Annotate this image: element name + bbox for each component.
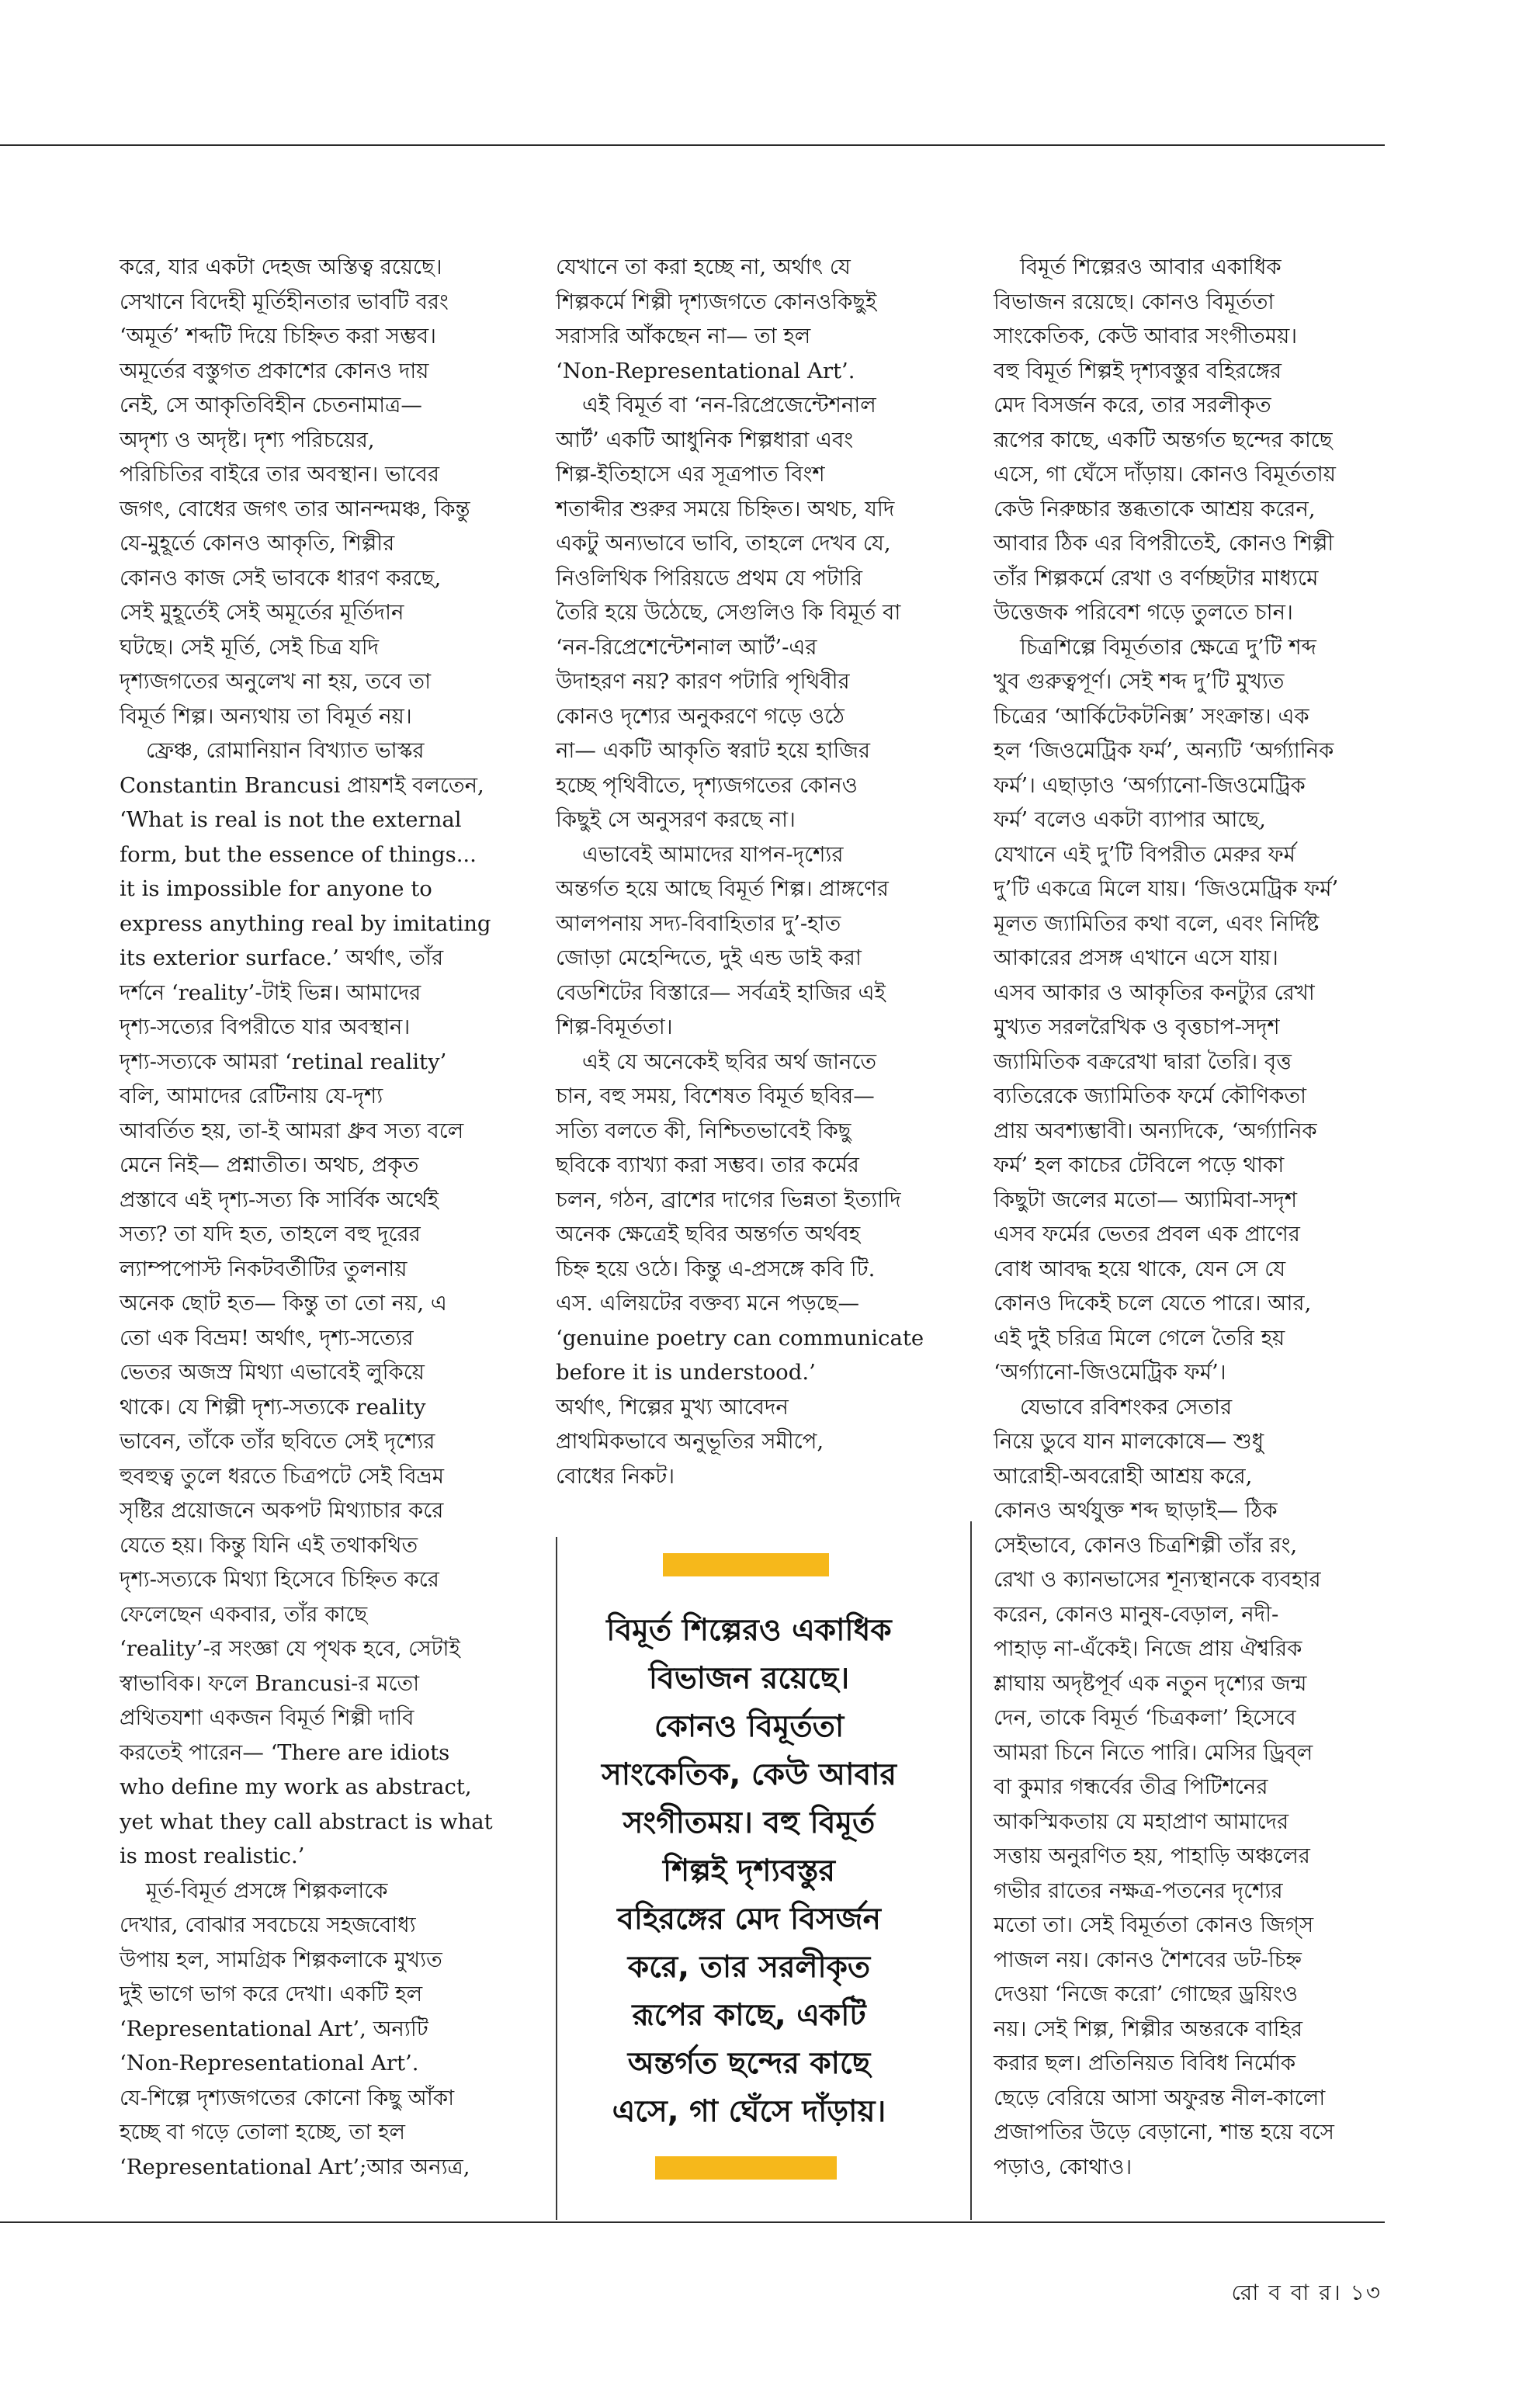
text-line: ব্যতিরেকে জ্যামিতিক ফর্মে কৌণিকতা — [994, 1084, 1306, 1108]
text-line: আরোহী-অবরোহী আশ্রয় করে, — [994, 1463, 1253, 1489]
text-line: অদৃশ্য ও অদৃষ্ট। দৃশ্য পরিচয়ের, — [120, 427, 375, 453]
text-line: দৃশ্য-সত্যের বিপরীতে যার অবস্থান। — [120, 1014, 411, 1039]
text-line: শিল্প-ইতিহাসে এর সূত্রপাত বিংশ — [556, 462, 825, 487]
article-column-1 — [120, 250, 508, 2184]
text-line: দেন, তাকে বিমূর্ত ‘চিত্রকলা’ হিসেবে — [994, 1705, 1296, 1730]
text-line: এভাবেই আমাদের যাপন-দৃশ্যের — [582, 841, 844, 867]
pullquote — [567, 1607, 931, 2136]
text-line: অমূর্তের বস্তুগত প্রকাশের কোনও দায় — [120, 358, 429, 383]
text-line: জোড়া মেহেন্দিতে, দুই এন্ড ডাই করা — [556, 945, 862, 970]
text-line: থাকে। যে শিল্পী দৃশ্য-সত্যকে reality — [120, 1394, 426, 1420]
text-line: বহু বিমূর্ত শিল্পই দৃশ্যবস্তুর বহিরঙ্গের — [994, 358, 1282, 383]
text-line: হচ্ছে পৃথিবীতে, দৃশ্যজগতের কোনও — [556, 772, 858, 798]
text-line: বোধ আবদ্ধ হয়ে থাকে, যেন সে যে — [994, 1256, 1286, 1281]
pullquote-line: বিমূর্ত শিল্পেরও একাধিক — [606, 1613, 892, 1648]
text-line: চিত্রের ‘আর্কিটেকটনিক্স’ সংক্রান্ত। এক — [994, 703, 1309, 729]
text-line: বিভাজন রয়েছে। কোনও বিমূর্ততা — [994, 289, 1275, 314]
text-line: আকস্মিকতায় যে মহাপ্রাণ আমাদের — [994, 1809, 1289, 1834]
text-line: বলি, আমাদের রেটিনায় যে-দৃশ্য — [120, 1084, 383, 1108]
column-divider-2 — [556, 1537, 557, 2220]
text-line: ভেতর অজস্র মিথ্যা এভাবেই লুকিয়ে — [120, 1360, 425, 1385]
text-line: নয়। সেই শিল্প, শিল্পীর অন্তরকে বাহির — [994, 2016, 1302, 2041]
text-line: মূলত জ্যামিতির কথা বলে, এবং নির্দিষ্ট — [994, 910, 1320, 936]
text-line: না— একটি আকৃতি স্বরাট হয়ে হাজির — [556, 738, 870, 763]
text-line: যে-মুহূর্তে কোনও আকৃতি, শিল্পীর — [120, 531, 395, 556]
text-line: আবর্তিত হয়, তা-ই আমরা ধ্রুব সত্য বলে — [120, 1118, 464, 1143]
text-line: শ্লাঘায় অদৃষ্টপূর্ব এক নতুন দৃশ্যের জন্ম — [994, 1670, 1307, 1696]
article-column-2 — [556, 250, 944, 1493]
text-line: এসে, গা ঘেঁসে দাঁড়ায়। কোনও বিমূর্ততায় — [994, 462, 1336, 487]
pullquote-line: শিল্পই দৃশ্যবস্তুর — [662, 1854, 836, 1888]
text-line: হল ‘জিওমেট্রিক ফর্ম’, অন্যটি ‘অর্গ্যানিক — [994, 738, 1334, 763]
text-line: বা কুমার গন্ধর্বের তীব্র পিটিশনের — [994, 1774, 1268, 1799]
text-line: ল্যাম্পপোস্ট নিকটবর্তীটির তুলনায় — [120, 1256, 408, 1281]
text-line: উত্তেজক পরিবেশ গড়ে তুলতে চান। — [994, 600, 1293, 625]
text-line: who define my work as abstract, — [120, 1774, 472, 1799]
text-line: পাহাড় না-এঁকেই। নিজে প্রায় ঐশ্বরিক — [994, 1636, 1302, 1661]
text-line: আলপনায় সদ্য-বিবাহিতার দু’-হাত — [556, 910, 841, 936]
text-line: প্রায় অবশ্যম্ভাবী। অন্যদিকে, ‘অর্গ্যানিক — [994, 1118, 1317, 1143]
text-line: ফর্ম’ বলেও একটা ব্যাপার আছে, — [994, 807, 1266, 832]
text-line: করে, যার একটা দেহজ অস্তিত্ব রয়েছে। — [120, 255, 442, 279]
text-line: তাঁর শিল্পকর্মে রেখা ও বর্ণচ্ছটার মাধ্যমে — [994, 565, 1319, 591]
text-line: ‘নন-রিপ্রেশেন্টেশনাল আর্ট’-এর — [556, 634, 817, 660]
text-line: ফর্ম’। এছাড়াও ‘অর্গ্যানো-জিওমেট্রিক — [994, 772, 1306, 798]
text-line: হুবহুত্ব তুলে ধরতে চিত্রপটে সেই বিভ্রম — [120, 1463, 444, 1489]
text-line: ছেড়ে বেরিয়ে আসা অফুরন্ত নীল-কালো — [994, 2085, 1326, 2110]
text-line: হচ্ছে বা গড়ে তোলা হচ্ছে, তা হল — [120, 2120, 406, 2145]
text-line: পাজল নয়। কোনও শৈশবের ডট-চিহ্ন — [994, 1947, 1302, 1972]
text-line: ফেলেছেন একবার, তাঁর কাছে — [120, 1601, 368, 1627]
text-line: প্রস্তাবে এই দৃশ্য-সত্য কি সার্বিক অর্থেই — [120, 1187, 439, 1212]
text-line: কোনও অর্থযুক্ত শব্দ ছাড়াই— ঠিক — [994, 1498, 1278, 1523]
text-line: দেওয়া ‘নিজে করো’ গোছের ড্রয়িংও — [994, 1982, 1299, 2006]
text-line: দেখার, বোঝার সবচেয়ে সহজবোধ্য — [120, 1913, 416, 1937]
text-line: আকারের প্রসঙ্গ এখানে এসে যায়। — [994, 945, 1278, 970]
text-line: দৃশ্য-সত্যকে আমরা ‘retinal reality’ — [120, 1049, 447, 1074]
text-line: গভীর রাতের নক্ষত্র-পতনের দৃশ্যের — [994, 1878, 1283, 1903]
text-line: ফর্ম’ হল কাচের টেবিলে পড়ে থাকা — [994, 1153, 1285, 1177]
column-divider-3 — [970, 1521, 972, 2220]
text-line: কোনও কাজ সেই ভাবকে ধারণ করছে, — [120, 565, 442, 591]
article-column-3 — [994, 250, 1382, 2184]
text-line: চলন, গঠন, ব্রাশের দাগের ভিন্নতা ইত্যাদি — [556, 1187, 901, 1212]
pullquote-line: সাংকেতিক, কেউ আবার — [602, 1757, 897, 1792]
text-line: form, but the essence of things... — [120, 841, 477, 867]
text-line: পরিচিতির বাইরে তার অবস্থান। ভাবের — [120, 462, 439, 487]
text-line: সৃষ্টির প্রয়োজনে অকপট মিথ্যাচার করে — [120, 1498, 444, 1523]
text-line: জগৎ, বোধের জগৎ তার আনন্দমঞ্চ, কিন্তু — [120, 496, 470, 522]
text-line: রূপের কাছে, একটি অন্তর্গত ছন্দের কাছে — [994, 427, 1333, 453]
text-line: দর্শনে ‘reality’-টাই ভিন্ন। আমাদের — [120, 980, 421, 1005]
text-line: সেই মুহূর্তেই সেই অমূর্তের মূর্তিদান — [120, 600, 404, 625]
pullquote-line: অন্তর্গত ছন্দের কাছে — [627, 2046, 871, 2081]
text-line: যেভাবে রবিশংকর সেতার — [1020, 1394, 1233, 1420]
text-line: কোনও দৃশ্যের অনুকরণে গড়ে ওঠে — [556, 703, 845, 729]
text-line: ‘genuine poetry can communicate — [556, 1325, 924, 1351]
pullquote-bottom-bar — [655, 2156, 837, 2180]
text-line: ‘অর্গ্যানো-জিওমেট্রিক ফর্ম’। — [994, 1360, 1226, 1385]
text-line: কোনও দিকেই চলে যেতে পারে। আর, — [994, 1291, 1312, 1316]
text-line: কেউ নিরুচ্চার স্তব্ধতাকে আশ্রয় করেন, — [994, 496, 1316, 522]
text-line: ‘Representational Art’, অন্যটি — [120, 2016, 428, 2041]
text-line: বেডশিটের বিস্তারে— সর্বত্রই হাজির এই — [556, 980, 886, 1005]
text-line: একটু অন্যভাবে ভাবি, তাহলে দেখব যে, — [556, 531, 891, 556]
text-line: যেখানে তা করা হচ্ছে না, অর্থাৎ যে — [556, 255, 851, 279]
text-line: বোধের নিকট। — [556, 1463, 675, 1489]
text-line: ভাবেন, তাঁকে তাঁর ছবিতে সেই দৃশ্যের — [120, 1429, 435, 1454]
text-line: যে-শিল্পে দৃশ্যজগতের কোনো কিছু আঁকা — [120, 2085, 455, 2110]
text-line: ফ্রেঞ্চ, রোমানিয়ান বিখ্যাত ভাস্কর — [146, 738, 425, 763]
pullquote-line: বহিরঙ্গের মেদ বিসর্জন — [617, 1902, 881, 1937]
text-line: মেদ বিসর্জন করে, তার সরলীকৃত — [994, 393, 1271, 418]
text-line: নেই, সে আকৃতিবিহীন চেতনামাত্র— — [120, 393, 422, 418]
text-line: এই বিমূর্ত বা ‘নন-রিপ্রেজেন্টেশনাল — [582, 393, 876, 418]
text-line: খুব গুরুত্বপূর্ণ। সেই শব্দ দু’টি মুখ্যত — [994, 669, 1285, 694]
text-line: আবার ঠিক এর বিপরীতেই, কোনও শিল্পী — [994, 531, 1334, 556]
text-line: আর্ট’ একটি আধুনিক শিল্পধারা এবং — [556, 427, 854, 453]
text-line: yet what they call abstract is what — [120, 1809, 493, 1834]
text-line: দৃশ্য-সত্যকে মিথ্যা হিসেবে চিহ্নিত করে — [120, 1567, 439, 1592]
text-line: পড়াও, কোথাও। — [994, 2154, 1132, 2180]
text-line: কিছুই সে অনুসরণ করছে না। — [556, 807, 796, 832]
pullquote-line: রূপের কাছে, একটি — [632, 1998, 866, 2033]
text-line: its exterior surface.’ অর্থাৎ, তাঁর — [120, 945, 444, 970]
text-line: ‘অমূর্ত’ শব্দটি দিয়ে চিহ্নিত করা সম্ভব। — [120, 324, 436, 349]
text-line: মূর্ত-বিমূর্ত প্রসঙ্গে শিল্পকলাকে — [146, 1878, 388, 1903]
text-line: is most realistic.’ — [120, 1843, 305, 1868]
text-line: দৃশ্যজগতের অনুলেখ না হয়, তবে তা — [120, 669, 432, 694]
text-line: করেন, কোনও মানুষ-বেড়াল, নদী- — [994, 1601, 1279, 1627]
text-line: বিমূর্ত শিল্প। অন্যথায় তা বিমূর্ত নয়। — [120, 703, 412, 729]
text-line: বিমূর্ত শিল্পেরও আবার একাধিক — [1020, 255, 1282, 279]
top-rule — [0, 144, 1385, 146]
text-line: ছবিকে ব্যাখ্যা করা সম্ভব। তার কর্মের — [556, 1153, 859, 1177]
text-line: জ্যামিতিক বক্ররেখা দ্বারা তৈরি। বৃত্ত — [994, 1049, 1292, 1074]
text-line: তৈরি হয়ে উঠেছে, সেগুলিও কি বিমূর্ত বা — [556, 600, 901, 625]
text-line: দু’টি একত্রে মিলে যায়। ‘জিওমেট্রিক ফর্ম’ — [994, 876, 1339, 901]
text-line: ‘Non-Representational Art’. — [556, 358, 855, 383]
text-line: মতো তা। সেই বিমূর্ততা কোনও জিগ্‌স — [994, 1913, 1314, 1937]
text-line: মুখ্যত সরলরৈখিক ও বৃত্তচাপ-সদৃশ — [994, 1014, 1280, 1039]
text-line: সেইভাবে, কোনও চিত্রশিল্পী তাঁর রং, — [994, 1532, 1298, 1558]
text-line: উদাহরণ নয়? কারণ পটারি পৃথিবীর — [556, 669, 850, 694]
text-line: কিছুটা জলের মতো— অ্যামিবা-সদৃশ — [994, 1187, 1298, 1212]
text-line: অনেক ছোট হত— কিন্তু তা তো নয়, এ — [120, 1291, 447, 1316]
text-line: উপায় হল, সামগ্রিক শিল্পকলাকে মুখ্যত — [120, 1947, 442, 1972]
text-line: প্রজাপতির উড়ে বেড়ানো, শান্ত হয়ে বসে — [994, 2120, 1334, 2145]
pullquote-top-bar — [663, 1553, 829, 1576]
pullquote-line: করে, তার সরলীকৃত — [627, 1950, 871, 1985]
text-line: নিওলিথিক পিরিয়ডে প্রথম যে পটারি — [556, 565, 863, 591]
text-line: করার ছল। প্রতিনিয়ত বিবিধ নির্মোক — [994, 2051, 1296, 2076]
text-line: যেখানে এই দু’টি বিপরীত মেরুর ফর্ম — [994, 841, 1295, 867]
pullquote-line: বিভাজন রয়েছে। — [648, 1661, 850, 1696]
text-line: চিহ্ন হয়ে ওঠে। কিন্তু এ-প্রসঙ্গে কবি টি. — [556, 1256, 876, 1281]
bottom-rule — [0, 2221, 1385, 2223]
text-line: রেখা ও ক্যানভাসের শূন্যস্থানকে ব্যবহার — [994, 1567, 1321, 1592]
text-line: সত্যি বলতে কী, নিশ্চিতভাবেই কিছু — [556, 1118, 852, 1143]
text-line: চিত্রশিল্পে বিমূর্ততার ক্ষেত্রে দু’টি শব্দ — [1020, 634, 1316, 660]
text-line: প্রাথমিকভাবে অনুভূতির সমীপে, — [556, 1429, 824, 1454]
text-line: সরাসরি আঁকছেন না— তা হল — [556, 324, 811, 349]
text-line: শতাব্দীর শুরুর সময়ে চিহ্নিত। অথচ, যদি — [556, 496, 895, 522]
text-line: ‘reality’-র সংজ্ঞা যে পৃথক হবে, সেটাই — [120, 1636, 460, 1661]
text-line: এস. এলিয়টের বক্তব্য মনে পড়ছে— — [556, 1291, 859, 1316]
text-line: ‘What is real is not the external — [120, 807, 462, 832]
text-line: নিয়ে ডুবে যান মালকোষে— শুধু — [994, 1429, 1264, 1454]
text-line: ‘Non-Representational Art’. — [120, 2051, 419, 2076]
pullquote-line: এসে, গা ঘেঁসে দাঁড়ায়। — [612, 2094, 886, 2129]
text-line: before it is understood.’ — [556, 1360, 816, 1385]
text-line: এই যে অনেকেই ছবির অর্থ জানতে — [582, 1049, 877, 1074]
text-line: প্রথিতযশা একজন বিমূর্ত শিল্পী দাবি — [120, 1705, 414, 1730]
text-line: অন্তর্গত হয়ে আছে বিমূর্ত শিল্প। প্রাঙ্গণের — [556, 876, 889, 901]
text-line: আমরা চিনে নিতে পারি। মেসির ড্রিব্‌ল — [994, 1739, 1313, 1765]
text-line: সেখানে বিদেহী মূর্তিহীনতার ভাবটি বরং — [120, 289, 449, 314]
text-line: সত্য? তা যদি হত, তাহলে বহু দূরের — [120, 1222, 421, 1247]
text-line: অর্থাৎ, শিল্পের মুখ্য আবেদন — [556, 1394, 789, 1420]
text-line: it is impossible for anyone to — [120, 876, 432, 901]
text-line: শিল্পকর্মে শিল্পী দৃশ্যজগতে কোনওকিছুই — [556, 289, 877, 314]
text-line: চান, বহু সময়, বিশেষত বিমূর্ত ছবির— — [556, 1084, 875, 1108]
pullquote-line: কোনও বিমূর্ততা — [654, 1709, 845, 1744]
text-line: শিল্প-বিমূর্ততা। — [556, 1014, 673, 1039]
text-line: দুই ভাগে ভাগ করে দেখা। একটি হল — [120, 1982, 423, 2006]
text-line: করতেই পারেন— ‘There are idiots — [120, 1739, 450, 1765]
text-line: ঘটছে। সেই মূর্তি, সেই চিত্র যদি — [120, 634, 380, 660]
text-line: সত্তায় অনুরণিত হয়, পাহাড়ি অঞ্চলের — [994, 1843, 1310, 1868]
text-line: express anything real by imitating — [120, 910, 491, 936]
text-line: সাংকেতিক, কেউ আবার সংগীতময়। — [994, 324, 1298, 349]
text-line: স্বাভাবিক। ফলে Brancusi-র মতো — [120, 1670, 420, 1696]
text-line: ‘Representational Art’;আর অন্যত্র, — [120, 2154, 470, 2180]
text-line: মেনে নিই— প্রশ্নাতীত। অথচ, প্রকৃত — [120, 1153, 419, 1177]
text-line: এসব আকার ও আকৃতির কনট্যুর রেখা — [994, 980, 1315, 1005]
text-line: অনেক ক্ষেত্রেই ছবির অন্তর্গত অর্থবহ — [556, 1222, 861, 1247]
text-line: এই দুই চরিত্র মিলে গেলে তৈরি হয় — [994, 1325, 1285, 1351]
text-line: যেতে হয়। কিন্তু যিনি এই তথাকথিত — [120, 1532, 418, 1558]
text-line: তো এক বিভ্রম! অর্থাৎ, দৃশ্য-সত্যের — [120, 1325, 414, 1351]
pullquote-line: সংগীতময়। বহু বিমূর্ত — [623, 1805, 876, 1840]
page-folio: রো ব বা র। ১৩ — [1231, 2280, 1382, 2305]
text-line: Constantin Brancusi প্রায়শই বলতেন, — [120, 772, 484, 798]
text-line: এসব ফর্মের ভেতর প্রবল এক প্রাণের — [994, 1222, 1300, 1247]
